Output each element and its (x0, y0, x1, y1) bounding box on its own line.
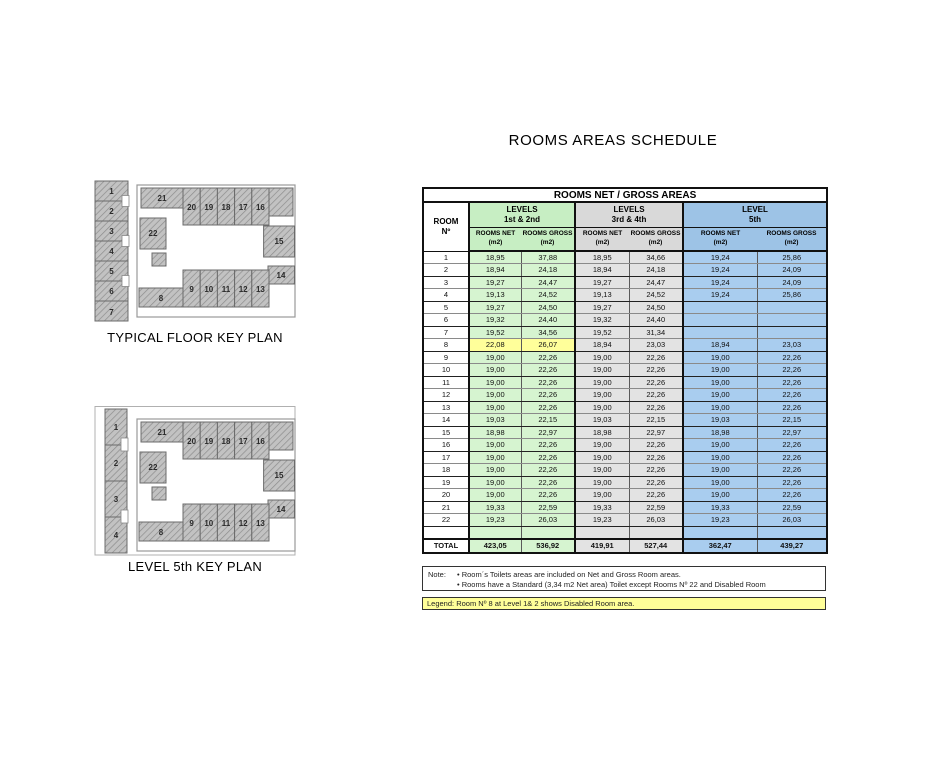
room-number: 12 (238, 519, 248, 528)
table-row (423, 439, 827, 452)
area-value-cell: 19,24 (683, 264, 757, 277)
area-value-cell: 19,00 (683, 389, 757, 402)
room-number: 17 (238, 203, 248, 212)
area-value-cell: 19,32 (469, 314, 521, 327)
room-number: 9 (189, 285, 194, 294)
total-value: 362,47 (683, 539, 757, 553)
room-number: 16 (255, 203, 265, 212)
area-value-cell: 19,00 (683, 464, 757, 477)
area-value-cell: 19,00 (469, 389, 521, 402)
area-value-cell: 34,56 (521, 326, 575, 339)
stair-core (152, 487, 166, 500)
area-value-cell: 19,24 (683, 276, 757, 289)
balcony-notch (122, 276, 129, 287)
col-header-net-5: ROOMS NET (m2) (683, 227, 757, 251)
room-number-cell: 9 (423, 351, 469, 364)
note-box (422, 566, 826, 591)
room-number-cell: 10 (423, 364, 469, 377)
table-row (423, 351, 827, 364)
rooms-table-body (423, 251, 827, 526)
main-building-level5 (137, 419, 295, 551)
room-number: 6 (109, 287, 114, 296)
room-number-cell: 16 (423, 439, 469, 452)
area-value-cell: 18,94 (469, 264, 521, 277)
area-value-cell: 22,26 (521, 464, 575, 477)
group-header-level-5th: LEVEL 5th (683, 202, 827, 227)
area-value-cell: 19,00 (683, 351, 757, 364)
stair-core (152, 253, 166, 266)
area-value-cell (683, 326, 757, 339)
left-wing-level5 (105, 409, 128, 553)
area-value-cell: 37,88 (521, 251, 575, 264)
room-number-cell: 2 (423, 264, 469, 277)
total-value: 419,91 (575, 539, 629, 553)
area-value-cell: 24,18 (629, 264, 683, 277)
area-value-cell: 19,00 (469, 464, 521, 477)
room-number: 17 (238, 437, 248, 446)
area-value-cell: 19,00 (469, 351, 521, 364)
col-header-gross-1-2: ROOMS GROSS (m2) (521, 227, 575, 251)
area-value-cell: 22,15 (521, 414, 575, 427)
room-number: 20 (187, 437, 197, 446)
group-header-levels-3rd-4th: LEVELS 3rd & 4th (575, 202, 683, 227)
area-value-cell: 19,00 (683, 476, 757, 489)
area-value-cell: 19,00 (683, 489, 757, 502)
room-number-cell: 21 (423, 501, 469, 514)
room-number: 12 (238, 285, 248, 294)
area-value-cell: 19,33 (469, 501, 521, 514)
area-value-cell: 24,52 (521, 289, 575, 302)
area-value-cell: 26,03 (629, 514, 683, 527)
room-number-cell: 7 (423, 326, 469, 339)
table-row (423, 476, 827, 489)
area-value-cell: 24,47 (521, 276, 575, 289)
area-value-cell: 22,26 (521, 489, 575, 502)
legend-text: Legend: Room Nº 8 at Level 1& 2 shows Disabled Room area. (427, 599, 635, 608)
area-value-cell: 19,27 (575, 301, 629, 314)
area-value-cell: 19,52 (575, 326, 629, 339)
area-value-cell: 22,26 (629, 401, 683, 414)
room-number: 11 (221, 519, 231, 528)
area-value-cell: 19,52 (469, 326, 521, 339)
area-value-cell: 22,26 (629, 476, 683, 489)
room-number-cell: 14 (423, 414, 469, 427)
table-row (423, 326, 827, 339)
room-number-cell: 4 (423, 289, 469, 302)
room-number: 5 (109, 267, 114, 276)
area-value-cell: 19,00 (469, 476, 521, 489)
area-value-cell: 19,27 (469, 301, 521, 314)
col-header-net-3-4: ROOMS NET (m2) (575, 227, 629, 251)
area-value-cell: 19,23 (575, 514, 629, 527)
table-row (423, 501, 827, 514)
table-title: ROOMS NET / GROSS AREAS (423, 188, 827, 202)
room-number-column-header: ROOM Nº (423, 202, 469, 251)
main-building-typical (137, 185, 295, 317)
room-number-cell: 5 (423, 301, 469, 314)
area-value-cell: 22,26 (757, 476, 827, 489)
area-value-cell: 19,00 (683, 401, 757, 414)
room-number: 18 (221, 437, 231, 446)
area-value-cell: 19,03 (683, 414, 757, 427)
area-value-cell: 22,26 (757, 351, 827, 364)
area-value-cell: 22,26 (629, 489, 683, 502)
area-value-cell: 19,33 (683, 501, 757, 514)
room-number: 13 (255, 285, 265, 294)
room-number: 8 (158, 528, 164, 537)
room-number: 3 (109, 227, 114, 236)
area-value-cell: 24,09 (757, 276, 827, 289)
area-value-cell: 22,26 (757, 489, 827, 502)
total-value: 423,05 (469, 539, 521, 553)
room-number: 2 (109, 207, 114, 216)
area-value-cell: 19,23 (683, 514, 757, 527)
table-row (423, 426, 827, 439)
table-row (423, 451, 827, 464)
room-number-cell: 18 (423, 464, 469, 477)
area-value-cell: 19,00 (575, 489, 629, 502)
note-lines (457, 567, 766, 590)
area-value-cell: 22,15 (757, 414, 827, 427)
area-value-cell: 19,00 (469, 376, 521, 389)
room-number: 22 (148, 229, 158, 238)
table-row (423, 264, 827, 277)
area-value-cell: 22,59 (629, 501, 683, 514)
typical-plan-caption: TYPICAL FLOOR KEY PLAN (107, 330, 283, 345)
area-value-cell: 19,00 (575, 401, 629, 414)
typical-floor-key-plan (93, 179, 297, 323)
area-value-cell: 19,33 (575, 501, 629, 514)
area-value-cell: 22,26 (521, 401, 575, 414)
room-number: 19 (204, 203, 214, 212)
room-number-cell: 17 (423, 451, 469, 464)
total-label: TOTAL (423, 539, 469, 553)
table-row (423, 489, 827, 502)
col-header-net-1-2: ROOMS NET (m2) (469, 227, 521, 251)
area-value-cell: 19,00 (683, 451, 757, 464)
area-value-cell: 22,26 (757, 439, 827, 452)
room-number: 15 (274, 237, 284, 246)
area-value-cell: 19,27 (469, 276, 521, 289)
area-value-cell: 23,03 (757, 339, 827, 352)
table-row (423, 276, 827, 289)
area-value-cell: 22,26 (521, 389, 575, 402)
area-value-cell (683, 301, 757, 314)
table-row (423, 364, 827, 377)
area-value-cell (683, 314, 757, 327)
room-number: 4 (113, 531, 119, 540)
area-value-cell: 19,13 (469, 289, 521, 302)
room-number-cell: 6 (423, 314, 469, 327)
col-header-gross-3-4: ROOMS GROSS (m2) (629, 227, 683, 251)
left-wing-typical (95, 181, 129, 321)
area-value-cell: 19,00 (575, 376, 629, 389)
legend-box (422, 597, 826, 610)
area-value-cell: 24,40 (521, 314, 575, 327)
table-row (423, 389, 827, 402)
area-value-cell: 22,26 (757, 464, 827, 477)
area-value-cell: 18,94 (683, 339, 757, 352)
note-line: • Room´s Toilets areas are included on Net and Gross Room areas. (457, 570, 681, 579)
area-value-cell: 19,03 (575, 414, 629, 427)
table-row (423, 251, 827, 264)
table-row (423, 339, 827, 352)
room-number-cell: 1 (423, 251, 469, 264)
total-value: 439,27 (757, 539, 827, 553)
room-number-cell: 20 (423, 489, 469, 502)
table-row (423, 314, 827, 327)
area-value-cell: 19,00 (683, 364, 757, 377)
area-value-cell: 22,26 (629, 376, 683, 389)
area-value-cell: 19,00 (575, 351, 629, 364)
area-value-cell (757, 301, 827, 314)
area-value-cell: 19,00 (575, 439, 629, 452)
area-value-cell: 19,00 (469, 439, 521, 452)
room-number: 9 (189, 519, 194, 528)
area-value-cell: 22,26 (757, 401, 827, 414)
area-value-cell (757, 326, 827, 339)
area-value-cell: 22,26 (629, 351, 683, 364)
area-value-cell: 19,32 (575, 314, 629, 327)
room-number: 16 (255, 437, 265, 446)
room-number-cell: 12 (423, 389, 469, 402)
room-number-cell: 22 (423, 514, 469, 527)
table-row (423, 464, 827, 477)
area-value-cell: 19,00 (575, 364, 629, 377)
area-value-cell: 22,26 (757, 364, 827, 377)
area-value-cell: 19,00 (469, 364, 521, 377)
area-value-cell: 19,24 (683, 289, 757, 302)
area-value-cell: 22,97 (521, 426, 575, 439)
area-value-cell: 22,26 (757, 389, 827, 402)
area-value-cell: 19,00 (469, 401, 521, 414)
area-value-cell: 24,09 (757, 264, 827, 277)
area-value-cell: 31,34 (629, 326, 683, 339)
room-number-cell: 13 (423, 401, 469, 414)
total-value: 527,44 (629, 539, 683, 553)
room-number-cell: 8 (423, 339, 469, 352)
area-value-cell: 19,24 (683, 251, 757, 264)
area-value-cell: 22,26 (757, 376, 827, 389)
area-value-cell: 22,15 (629, 414, 683, 427)
table-row (423, 414, 827, 427)
room-number: 22 (148, 463, 158, 472)
room-number-cell: 11 (423, 376, 469, 389)
col-header-gross-5: ROOMS GROSS (m2) (757, 227, 827, 251)
room-number: 3 (113, 495, 119, 504)
area-value-cell: 22,26 (629, 439, 683, 452)
area-value-cell: 24,50 (521, 301, 575, 314)
area-value-cell: 22,97 (757, 426, 827, 439)
area-value-cell: 26,03 (757, 514, 827, 527)
area-value-cell: 22,97 (629, 426, 683, 439)
area-value-cell: 19,00 (683, 376, 757, 389)
balcony-notch (122, 236, 129, 247)
area-value-cell: 22,26 (521, 451, 575, 464)
total-row (423, 539, 827, 553)
corner-service-area (269, 188, 293, 216)
area-value-cell: 19,00 (683, 439, 757, 452)
area-value-cell: 22,26 (521, 376, 575, 389)
area-value-cell: 24,18 (521, 264, 575, 277)
room-number: 20 (187, 203, 197, 212)
table-row (423, 301, 827, 314)
area-value-cell: 24,50 (629, 301, 683, 314)
area-value-cell: 18,98 (575, 426, 629, 439)
table-row (423, 376, 827, 389)
area-value-cell: 22,26 (521, 439, 575, 452)
table-row (423, 289, 827, 302)
room-number: 1 (109, 187, 114, 196)
balcony-notch (121, 510, 128, 523)
area-value-cell: 19,27 (575, 276, 629, 289)
page-title: ROOMS AREAS SCHEDULE (508, 132, 718, 149)
balcony-notch (122, 196, 129, 207)
area-value-cell: 22,26 (629, 451, 683, 464)
room-number: 18 (221, 203, 231, 212)
area-value-cell: 25,86 (757, 251, 827, 264)
room-number: 2 (113, 459, 119, 468)
room-number: 8 (158, 294, 164, 303)
room-number-cell: 3 (423, 276, 469, 289)
area-value-cell: 22,08 (469, 339, 521, 352)
room-number: 14 (276, 271, 286, 280)
area-value-cell: 19,23 (469, 514, 521, 527)
room-number: 13 (255, 519, 265, 528)
area-value-cell: 18,98 (683, 426, 757, 439)
area-value-cell: 19,00 (575, 389, 629, 402)
area-value-cell: 19,00 (469, 489, 521, 502)
note-label: Note: (428, 570, 446, 579)
note-line: • Rooms have a Standard (3,34 m2 Net area) Toilet except Rooms Nº 22 and Disabled Room (457, 579, 766, 589)
room-number: 10 (204, 285, 214, 294)
area-value-cell: 19,00 (469, 451, 521, 464)
area-value-cell: 26,07 (521, 339, 575, 352)
area-value-cell: 26,03 (521, 514, 575, 527)
table-row (423, 514, 827, 527)
level-5th-key-plan (93, 406, 297, 556)
area-value-cell: 25,86 (757, 289, 827, 302)
area-value-cell: 24,47 (629, 276, 683, 289)
area-value-cell: 18,98 (469, 426, 521, 439)
area-value-cell: 18,95 (469, 251, 521, 264)
area-value-cell: 19,00 (575, 476, 629, 489)
total-value: 536,92 (521, 539, 575, 553)
area-value-cell: 34,66 (629, 251, 683, 264)
area-value-cell: 22,26 (629, 464, 683, 477)
area-value-cell: 22,26 (521, 364, 575, 377)
area-value-cell: 19,00 (575, 464, 629, 477)
spacer-row (423, 526, 827, 539)
group-header-levels-1st-2nd: LEVELS 1st & 2nd (469, 202, 575, 227)
corner-service-area (269, 422, 293, 450)
table-row (423, 401, 827, 414)
area-value-cell: 22,26 (521, 351, 575, 364)
rooms-areas-table (422, 187, 828, 554)
room-number: 21 (157, 428, 167, 437)
area-value-cell: 22,26 (629, 389, 683, 402)
room-number: 11 (221, 285, 231, 294)
area-value-cell: 23,03 (629, 339, 683, 352)
room-number: 1 (113, 423, 119, 432)
area-value-cell: 19,13 (575, 289, 629, 302)
level5-plan-caption: LEVEL 5th KEY PLAN (127, 559, 263, 574)
area-value-cell: 22,59 (757, 501, 827, 514)
room-number: 21 (157, 194, 167, 203)
area-value-cell: 22,59 (521, 501, 575, 514)
area-value-cell: 22,26 (521, 476, 575, 489)
room-number: 15 (274, 471, 284, 480)
room-number: 14 (276, 505, 286, 514)
room-number: 10 (204, 519, 214, 528)
room-number: 4 (109, 247, 114, 256)
room-number-cell: 15 (423, 426, 469, 439)
area-value-cell: 18,94 (575, 339, 629, 352)
area-value-cell: 22,26 (757, 451, 827, 464)
room-number-cell: 19 (423, 476, 469, 489)
room-number: 19 (204, 437, 214, 446)
area-value-cell: 19,00 (575, 451, 629, 464)
area-value-cell: 24,52 (629, 289, 683, 302)
area-value-cell: 19,03 (469, 414, 521, 427)
area-value-cell: 24,40 (629, 314, 683, 327)
area-value-cell (757, 314, 827, 327)
room-number: 7 (109, 308, 114, 317)
area-value-cell: 18,94 (575, 264, 629, 277)
balcony-notch (121, 438, 128, 451)
area-value-cell: 18,95 (575, 251, 629, 264)
area-value-cell: 22,26 (629, 364, 683, 377)
